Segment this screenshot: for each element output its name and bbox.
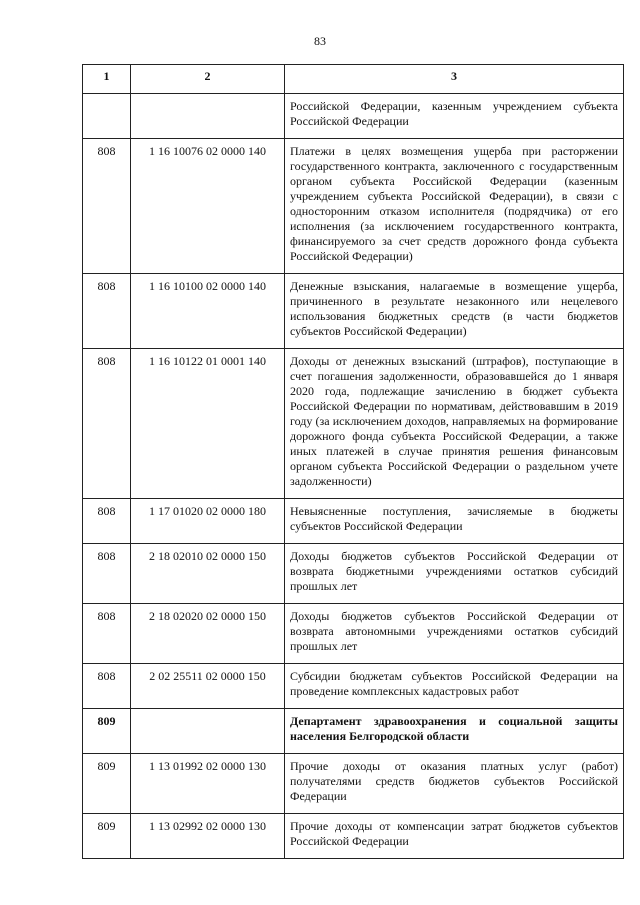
admin-code-cell: 808 [83, 499, 131, 544]
income-code-cell: 1 16 10076 02 0000 140 [131, 139, 285, 274]
income-description-cell: Платежи в целях возмещения ущерба при расторжении государственного контракта, заключенного с государственным органом субъекта Российской Федерации (казенным учреждением субъекта Российской Федерации), в связи с односторонним отказом исполнителя (подрядчика) от его исполнения (за исключением государственного контракта, финансируемого за счет средств дорожного фонда субъекта Российской Федерации) [285, 139, 624, 274]
admin-code-cell: 808 [83, 664, 131, 709]
admin-code-cell: 809 [83, 814, 131, 859]
admin-code-cell: 808 [83, 274, 131, 349]
column-header-1: 1 [83, 65, 131, 94]
admin-code-cell: 808 [83, 604, 131, 664]
income-code-cell: 2 02 25511 02 0000 150 [131, 664, 285, 709]
income-description-cell: Невыясненные поступления, зачисляемые в бюджеты субъектов Российской Федерации [285, 499, 624, 544]
income-code-cell: 1 13 02992 02 0000 130 [131, 814, 285, 859]
admin-code-cell: 809 [83, 709, 131, 754]
table-row [83, 664, 624, 709]
income-code-cell: 1 17 01020 02 0000 180 [131, 499, 285, 544]
table-row [83, 754, 624, 814]
income-code-cell [131, 94, 285, 139]
header-row [83, 65, 624, 94]
income-code-cell: 2 18 02020 02 0000 150 [131, 604, 285, 664]
admin-code-cell: 808 [83, 139, 131, 274]
admin-code-cell [83, 94, 131, 139]
income-code-cell [131, 709, 285, 754]
income-code-cell: 2 18 02010 02 0000 150 [131, 544, 285, 604]
income-code-cell: 1 16 10100 02 0000 140 [131, 274, 285, 349]
income-description-cell: Департамент здравоохранения и социальной защиты населения Белгородской области [285, 709, 624, 754]
admin-code-cell: 808 [83, 349, 131, 499]
income-code-cell: 1 13 01992 02 0000 130 [131, 754, 285, 814]
table-row [83, 94, 624, 139]
income-description-cell: Российской Федерации, казенным учреждением субъекта Российской Федерации [285, 94, 624, 139]
income-code-cell: 1 16 10122 01 0001 140 [131, 349, 285, 499]
column-header-2: 2 [131, 65, 285, 94]
table-row [83, 349, 624, 499]
income-description-cell: Прочие доходы от компенсации затрат бюджетов субъектов Российской Федерации [285, 814, 624, 859]
admin-code-cell: 809 [83, 754, 131, 814]
admin-code-cell: 808 [83, 544, 131, 604]
table-row [83, 499, 624, 544]
budget-classification-table [82, 64, 624, 859]
income-description-cell: Доходы бюджетов субъектов Российской Федерации от возврата бюджетными учреждениями остатков субсидий прошлых лет [285, 544, 624, 604]
table-row [83, 139, 624, 274]
column-header-3: 3 [285, 65, 624, 94]
income-description-cell: Субсидии бюджетам субъектов Российской Федерации на проведение комплексных кадастровых работ [285, 664, 624, 709]
table-row [83, 274, 624, 349]
section-header-row [83, 709, 624, 754]
income-description-cell: Доходы бюджетов субъектов Российской Федерации от возврата автономными учреждениями остатков субсидий прошлых лет [285, 604, 624, 664]
page-number: 83 [314, 34, 326, 48]
table-row [83, 814, 624, 859]
table-row [83, 604, 624, 664]
table-body [83, 94, 624, 859]
income-description-cell: Прочие доходы от оказания платных услуг (работ) получателями средств бюджетов субъектов Российской Федерации [285, 754, 624, 814]
income-description-cell: Денежные взыскания, налагаемые в возмещение ущерба, причиненного в результате незаконного или нецелевого использования бюджетных средств (в части бюджетов субъектов Российской Федерации) [285, 274, 624, 349]
income-description-cell: Доходы от денежных взысканий (штрафов), поступающие в счет погашения задолженности, образовавшейся до 1 января 2020 года, подлежащие зачислению в бюджет субъекта Российской Федерации по нормативам, действовавшим в 2019 году (за исключением доходов, направляемых на формирование дорожного фонда субъекта Российской Федерации, а также иных платежей в случае принятия решения финансовым органом субъекта Российской Федерации о раздельном учете задолженности) [285, 349, 624, 499]
table-row [83, 544, 624, 604]
